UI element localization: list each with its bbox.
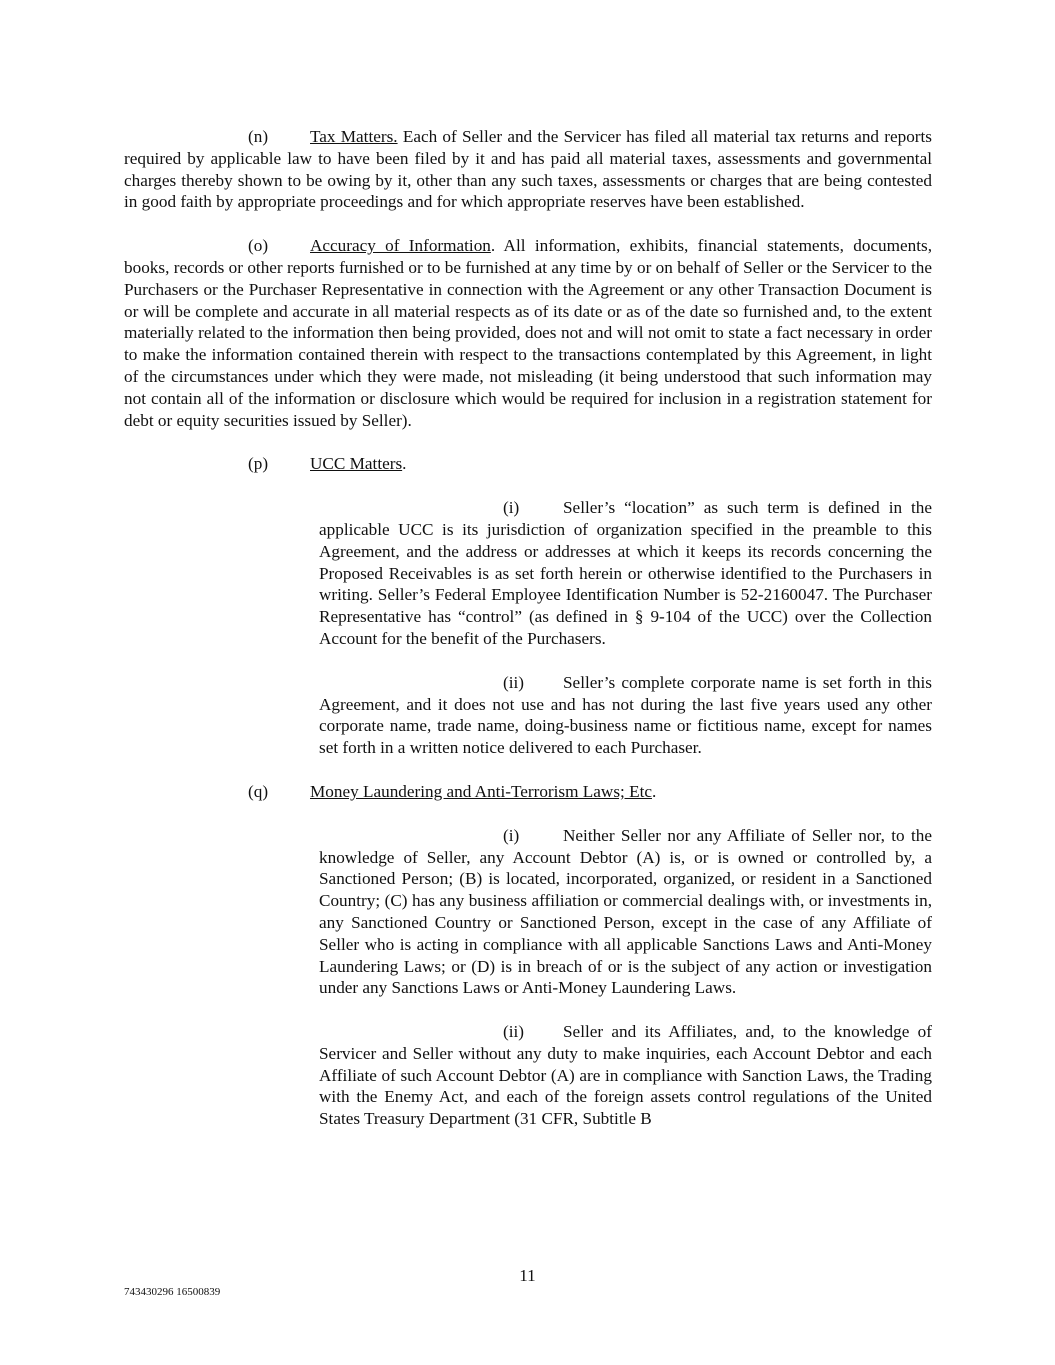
subsection-marker: (ii) [503, 1022, 524, 1042]
subsection-marker: (i) [503, 825, 520, 845]
subsection-marker: (ii) [503, 672, 524, 692]
section-heading: Accuracy of Information [310, 236, 491, 256]
section-p [124, 453, 932, 475]
section-marker: (p) [248, 454, 269, 474]
section-text: Each of Seller and the Servicer has filed all material tax returns and reports required by applicable law to have been filed by it and has paid all material taxes, assessments and governmental charges thereby shown to be owing by it, other than any such taxes, assessments or charges that are being contested in good faith by appropriate proceedings and for which appropriate reserves have been established. [124, 127, 932, 212]
subsection-marker: (i) [503, 498, 520, 518]
document-page [124, 126, 932, 1152]
heading-suffix: . [651, 781, 657, 801]
subsection-p-i [319, 497, 932, 650]
subsection-q-i [319, 825, 932, 999]
section-text: . All information, exhibits, financial statements, documents, books, records or other reports furnished or to be furnished at any time by or on behalf of Seller or the Servicer to the Purchasers or the Purchaser Representative in connection with the Agreement or any other Transaction Document is or will be complete and accurate in all material respects as of its date or as of the date so furnished and, to the extent materially related to the information then being provided, does not and will not omit to state a fact necessary in order to make the information contained therein with respect to the transactions contemplated by this Agreement, in light of the circumstances under which they were made, not misleading (it being understood that such information may not contain all of the information or disclosure which would be required for inclusion in a registration statement for debt or equity securities issued by Seller). [124, 236, 932, 430]
page-number: 11 [519, 1266, 536, 1285]
heading-suffix: . [402, 454, 407, 474]
section-heading: Tax Matters. [310, 127, 398, 146]
section-q [124, 781, 932, 803]
subsection-text: Seller’s “location” as such term is defined in the applicable UCC is its jurisdiction of organization specified in the preamble to this Agreement, and the address or addresses at which it keeps its records concerning the Proposed Receivables is as set forth herein or otherwise identified to the Purchasers in writing. Seller’s Federal Employee Identification Number is 52-2160047. The Purchaser Representative has “control” (as defined in § 9-104 of the UCC) over the Collection Account for the benefit of the Purchasers. [319, 498, 932, 648]
section-o [124, 235, 932, 431]
subsection-text: Seller and its Affiliates, and, to the knowledge of Servicer and Seller without any duty to make inquiries, each Account Debtor and each Affiliate of such Account Debtor (A) are in compliance with Sanction Laws, the Trading with the Enemy Act, and each of the foreign assets control regulations of the United States Treasury Department (31 CFR, Subtitle B [319, 1022, 932, 1129]
subsection-q-ii [319, 1021, 932, 1130]
subsection-text: Seller’s complete corporate name is set forth in this Agreement, and it does not use and has not during the last five years used any other corporate name, trade name, doing-business name or fictitious name, except for names set forth in a written notice delivered to each Purchaser. [319, 672, 932, 758]
section-heading: UCC Matters [310, 454, 403, 474]
section-heading: Money Laundering and Anti-Terrorism Laws; Etc [310, 781, 652, 801]
section-marker: (o) [248, 236, 269, 256]
subsection-text: Neither Seller nor any Affiliate of Seller nor, to the knowledge of Seller, any Account Debtor (A) is, or is owned or controlled by, a Sanctioned Person; (B) is located, incorporated, organized, or resident in a Sanctioned Country; (C) has any business affiliation or commercial dealings with, or investments in, any Sanctioned Country or Sanctioned Person, except in the case of any Affiliate of Seller who is acting in compliance with all applicable Sanctions Laws and Anti-Money Laundering Laws; or (D) is in breach of or is the subject of any action or investigation under any Sanctions Laws or Anti-Money Laundering Laws. [319, 825, 932, 998]
section-n [124, 126, 932, 213]
section-marker: (q) [248, 781, 269, 801]
section-marker: (n) [248, 127, 269, 146]
subsection-p-ii [319, 672, 932, 759]
document-id: 743430296 16500839 [124, 1286, 221, 1298]
